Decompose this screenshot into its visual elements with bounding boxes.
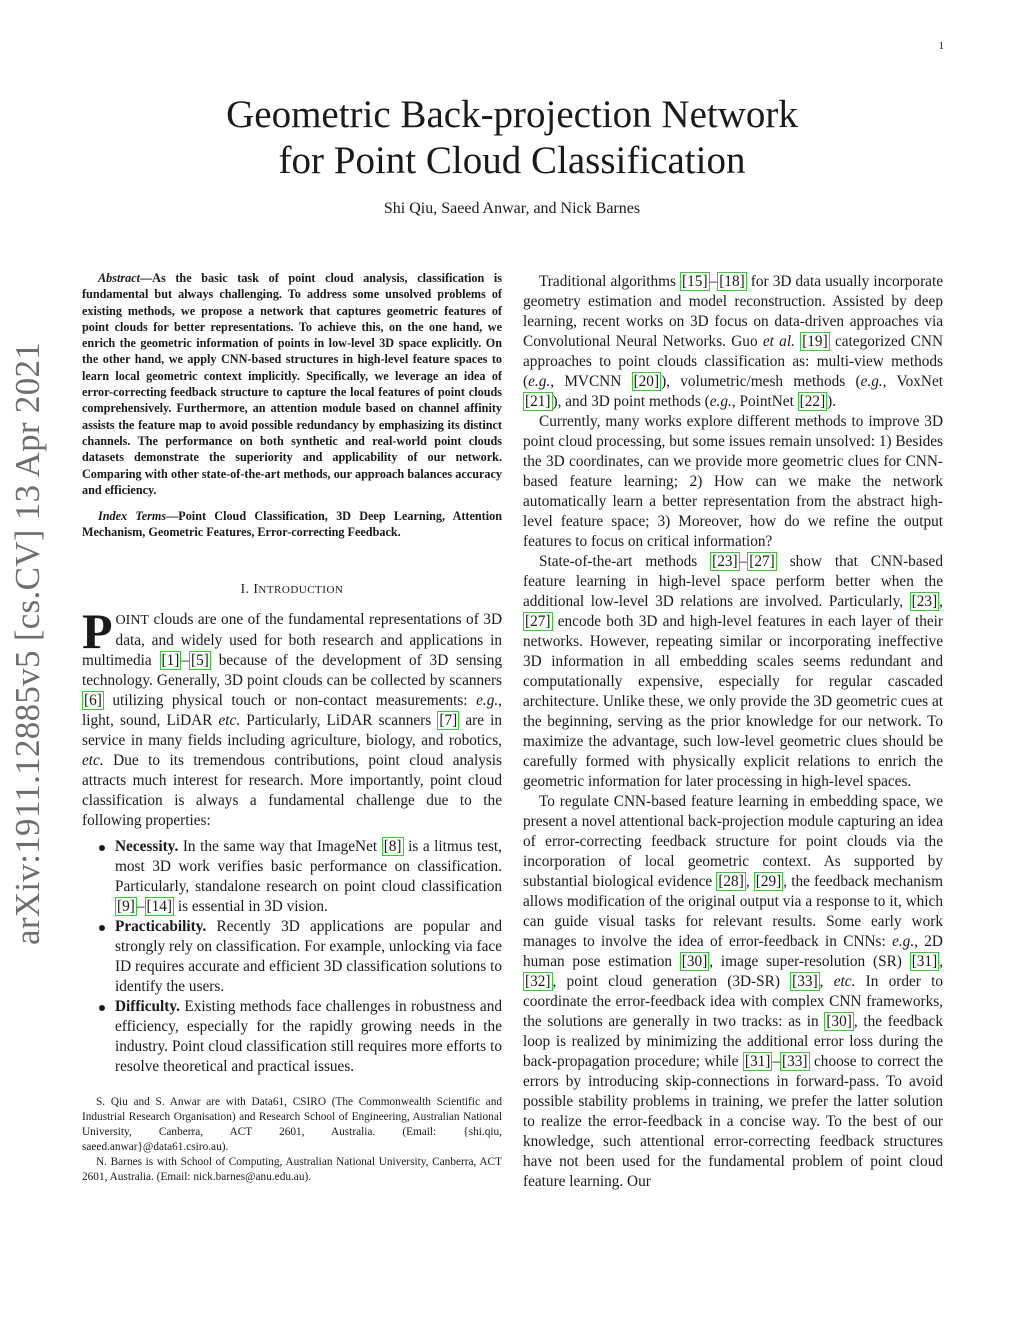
- bullet-icon: [99, 845, 105, 851]
- citation-22[interactable]: [22]: [799, 393, 826, 410]
- section-initial: I: [253, 580, 259, 596]
- abstract-text: As the basic task of point cloud analysis, classification is fundamental but always challenging. To address some unsolved problems of existing methods, we propose a network that captures geometric features of point clouds for better representations. To achieve this, on the one hand, we enrich the geometric information of points in low-level 3D space explicitly. On the other hand, we apply CNN-based structures in high-level feature spaces to learn local geometric context implicitly. Specifically, we leverage an idea of error-correcting feedback structure to capture the local features of point clouds comprehensively. Furthermore, an attention module based on channel affinity assists the feature map to avoid possible redundancy by emphasizing its distinct channels. The performance on both synthetic and real-world point clouds datasets demonstrate the superiority and applicability of our network. Comparing with other state-of-the-art methods, our approach balances accuracy and efficiency.: [82, 271, 502, 497]
- intro-text: Particularly, LiDAR scanners: [240, 711, 438, 729]
- citation-30[interactable]: [30]: [681, 953, 708, 970]
- bullet-text: Existing methods face challenges in robustness and efficiency, especially for the rapidly growing needs in the industry. Point cloud classification still requires more efforts to resolve theoretical and practical issues.: [115, 997, 502, 1075]
- citation-27[interactable]: [27]: [525, 613, 551, 630]
- citation-23[interactable]: [23]: [712, 553, 738, 570]
- abstract-label: Abstract: [98, 271, 140, 285]
- right-column: [523, 272, 943, 1192]
- body-text: ,: [939, 593, 943, 610]
- index-terms-dash: —: [166, 509, 179, 524]
- intro-text: utilizing physical touch or non-contact measurements:: [103, 691, 477, 709]
- body-text: ).: [827, 393, 837, 410]
- citation-32[interactable]: [32]: [525, 973, 551, 990]
- citation-23[interactable]: [23]: [911, 593, 938, 610]
- bullet-text: is essential in 3D vision.: [174, 897, 328, 915]
- author-list: Shi Qiu, Saeed Anwar, and Nick Barnes: [383, 200, 641, 217]
- body-text: encode both 3D and high-level features in each layer of their networks. However, repeating similar or incorporating ineffective 3D information in all embedding scales seems redundant and computationally expensive, especially for regular cascaded architecture. Unlike these, we only provide the 3D geometric cues at the beginning, serving as the prior knowledge for our network. To maximize the advantage, such low-level geometric clues should be carefully formed with physically explicit relations to enrich the geometric information for later processing in high-level spaces.: [523, 613, 943, 790]
- bullet-text: In the same way that ImageNet: [178, 837, 382, 855]
- body-text: State-of-the-art methods: [539, 553, 711, 570]
- citation-30[interactable]: [30]: [826, 1013, 852, 1030]
- paragraph-feedback-module: [523, 792, 943, 1192]
- list-item-difficulty: [82, 997, 502, 1077]
- body-text: ), volumetric/mesh methods (: [661, 373, 861, 390]
- body-italic: e.g.: [709, 393, 732, 410]
- title-line-1: Geometric Back-projection Network: [226, 93, 798, 136]
- intro-italic: e.g.: [476, 691, 499, 709]
- section-title-rest: NTRODUCTION: [258, 583, 344, 596]
- citation-27[interactable]: [27]: [749, 553, 775, 570]
- title-line-2: for Point Cloud Classification: [278, 139, 746, 182]
- citation-6[interactable]: [6]: [84, 691, 102, 709]
- bullet-heading: Necessity.: [115, 837, 179, 855]
- intro-caps: OINT: [115, 612, 149, 628]
- footnote-affiliation-2: N. Barnes is with School of Computing, Australian National University, Canberra, ACT 2601, Australia. (Email: nick.barnes@anu.edu.au).: [82, 1155, 502, 1183]
- body-italic: et al.: [762, 333, 795, 350]
- body-text: , the feedback loop is realized by minimizing the additional error loss during the back-propagation procedure; while: [523, 1013, 943, 1070]
- citation-31[interactable]: [31]: [744, 1053, 771, 1070]
- paper-title: [100, 92, 924, 184]
- paragraph-state-of-the-art: [523, 552, 943, 792]
- body-text: To regulate CNN-based feature learning in embedding space, we present a novel attentional back-projection module capturing an idea of error-correcting feedback structure for point clouds via the incorporation of local geometric context. As supported by substantial biological evidence: [523, 793, 943, 890]
- paragraph-open-issues: Currently, many works explore different methods to improve 3D point cloud processing, but some issues remain unsolved: 1) Besides the 3D coordinates, can we provide more geometric clues for CNN-based feature learning; 2) How can we make the network automatically learn a better representation from the abstract high-level feature space; 3) Moreover, how do we refine the output features to focus on critical information?: [523, 413, 943, 550]
- intro-text: –: [181, 651, 190, 669]
- citation-9[interactable]: [9]: [117, 897, 135, 915]
- list-item-practicability: [82, 917, 502, 997]
- bullet-icon: [99, 925, 105, 931]
- intro-text: because of the development of 3D sensing technology. Generally, 3D point clouds can be collected by scanners: [82, 651, 502, 689]
- bullet-heading: Difficulty.: [115, 997, 181, 1015]
- body-text: , point cloud generation (3D-SR): [552, 973, 791, 990]
- intro-italic: etc.: [218, 711, 241, 729]
- body-text: , VoxNet: [882, 373, 943, 390]
- body-text: , image super-resolution (SR): [709, 953, 910, 970]
- bullet-icon: [99, 1005, 105, 1011]
- citation-20[interactable]: [20]: [633, 373, 660, 390]
- body-text: –: [739, 553, 748, 570]
- citation-33[interactable]: [33]: [792, 973, 818, 990]
- body-italic: e.g.: [860, 373, 883, 390]
- body-italic: etc.: [833, 973, 856, 990]
- body-text: categorized CNN approaches to point clouds classification as: multi-view methods (: [523, 333, 944, 390]
- intro-paragraph: [82, 602, 503, 831]
- citation-31[interactable]: [31]: [911, 953, 938, 970]
- citation-33[interactable]: [33]: [782, 1053, 808, 1070]
- body-text: show that CNN-based feature learning in high-level space perform better when the additional low-level 3D relations are involved. Particularly,: [523, 553, 943, 610]
- bullet-text: –: [136, 897, 145, 915]
- footnote-affiliation-1: S. Qiu and S. Anwar are with Data61, CSIRO (The Commonwealth Scientific and Industrial Research Organisation) and Research School of Engineering, Australian National University, Canberra, ACT 2601, Australia. (Email: {shi.qiu, saeed.anwar}@data61.csiro.au).: [82, 1095, 502, 1153]
- citation-28[interactable]: [28]: [718, 873, 744, 890]
- body-text: ), and 3D point methods (: [552, 393, 710, 410]
- index-terms: [82, 508, 502, 541]
- body-text: Traditional algorithms: [539, 273, 681, 290]
- body-text: choose to correct the errors by introducing skip-connections in forward-pass. To avoid possible stability problems in training, we prefer the latter solution to realize the error-feedback in a concise way. To the best of our knowledge, such attentional error-correcting feedback structures have not been used for the fundamental problem of point cloud feature learning. Our: [523, 1053, 943, 1190]
- body-text: –: [709, 273, 718, 290]
- abstract: [82, 270, 502, 498]
- index-terms-label: Index Terms: [98, 509, 167, 524]
- citation-29[interactable]: [29]: [755, 873, 782, 890]
- bullet-heading: Practicability.: [115, 917, 207, 935]
- page-number: 1: [938, 40, 944, 52]
- body-italic: e.g.: [892, 933, 915, 950]
- drop-cap: P: [82, 602, 113, 659]
- body-text: –: [772, 1053, 781, 1070]
- bullet-text: is a litmus test, most 3D work verifies basic performance on classification. Particularly, standalone research on point cloud classification: [115, 837, 503, 895]
- properties-list: [82, 837, 502, 1077]
- citation-15[interactable]: [15]: [682, 273, 708, 290]
- abstract-dash: —: [139, 271, 153, 285]
- body-text: ,: [819, 973, 834, 990]
- citation-1[interactable]: [1]: [161, 651, 180, 669]
- intro-text: , light, sound, LiDAR: [82, 691, 502, 729]
- body-text: for 3D data usually incorporate geometry estimation and model reconstruction. Assisted by deep learning, recent works on 3D focus on data-driven approaches via Convolutional Neural Networks. Guo: [523, 273, 943, 350]
- section-number: I.: [240, 580, 254, 596]
- arxiv-identifier: arXiv:1911.12885v5 [cs.CV] 13 Apr 2021: [8, 341, 47, 945]
- body-text: , 2D human pose estimation: [523, 933, 943, 970]
- citation-7[interactable]: [7]: [439, 711, 458, 729]
- body-text: In order to coordinate the error-feedback idea with complex CNN frameworks, the solutions are generally in two tracks: as in: [523, 973, 944, 1030]
- citation-8[interactable]: [8]: [383, 837, 402, 855]
- intro-italic: etc.: [82, 751, 104, 769]
- citation-19[interactable]: [19]: [802, 333, 828, 350]
- left-column: [82, 270, 502, 1185]
- citation-14[interactable]: [14]: [146, 897, 172, 915]
- body-text: , the feedback mechanism allows modification of the original output via a response to it, which can guide visual tasks for relevant results. Some early work manages to involve the idea of error-feedback in CNNs:: [523, 873, 943, 950]
- list-item-necessity: [82, 837, 502, 917]
- body-italic: e.g.: [528, 373, 551, 390]
- body-text: , MVCNN: [550, 373, 632, 390]
- citation-5[interactable]: [5]: [191, 651, 209, 669]
- body-text: ,: [939, 953, 944, 970]
- intro-text: are in service in many fields including agriculture, biology, and robotics,: [82, 711, 503, 749]
- footnotes: [82, 1095, 502, 1185]
- body-text: , PointNet: [731, 393, 798, 410]
- paragraph-traditional-algorithms: [523, 272, 943, 412]
- bullet-text: Recently 3D applications are popular and strongly rely on classification. For example, unlocking via face ID requires accurate and efficient 3D classification solutions to identify the users.: [115, 917, 502, 995]
- section-heading-introduction: [82, 579, 502, 600]
- citation-18[interactable]: [18]: [719, 273, 745, 290]
- body-text: ,: [745, 873, 754, 890]
- intro-text: clouds are one of the fundamental representations of 3D data, and widely used for both research and applications in multimedia: [82, 610, 502, 669]
- index-terms-text: Point Cloud Classification, 3D Deep Learning, Attention Mechanism, Geometric Features, Error-correcting Feedback.: [82, 509, 502, 540]
- intro-text: Due to its tremendous contributions, point cloud analysis attracts much interest for research. More importantly, point cloud classification is always a fundamental challenge due to the following properties:: [82, 751, 502, 829]
- citation-21[interactable]: [21]: [525, 393, 551, 410]
